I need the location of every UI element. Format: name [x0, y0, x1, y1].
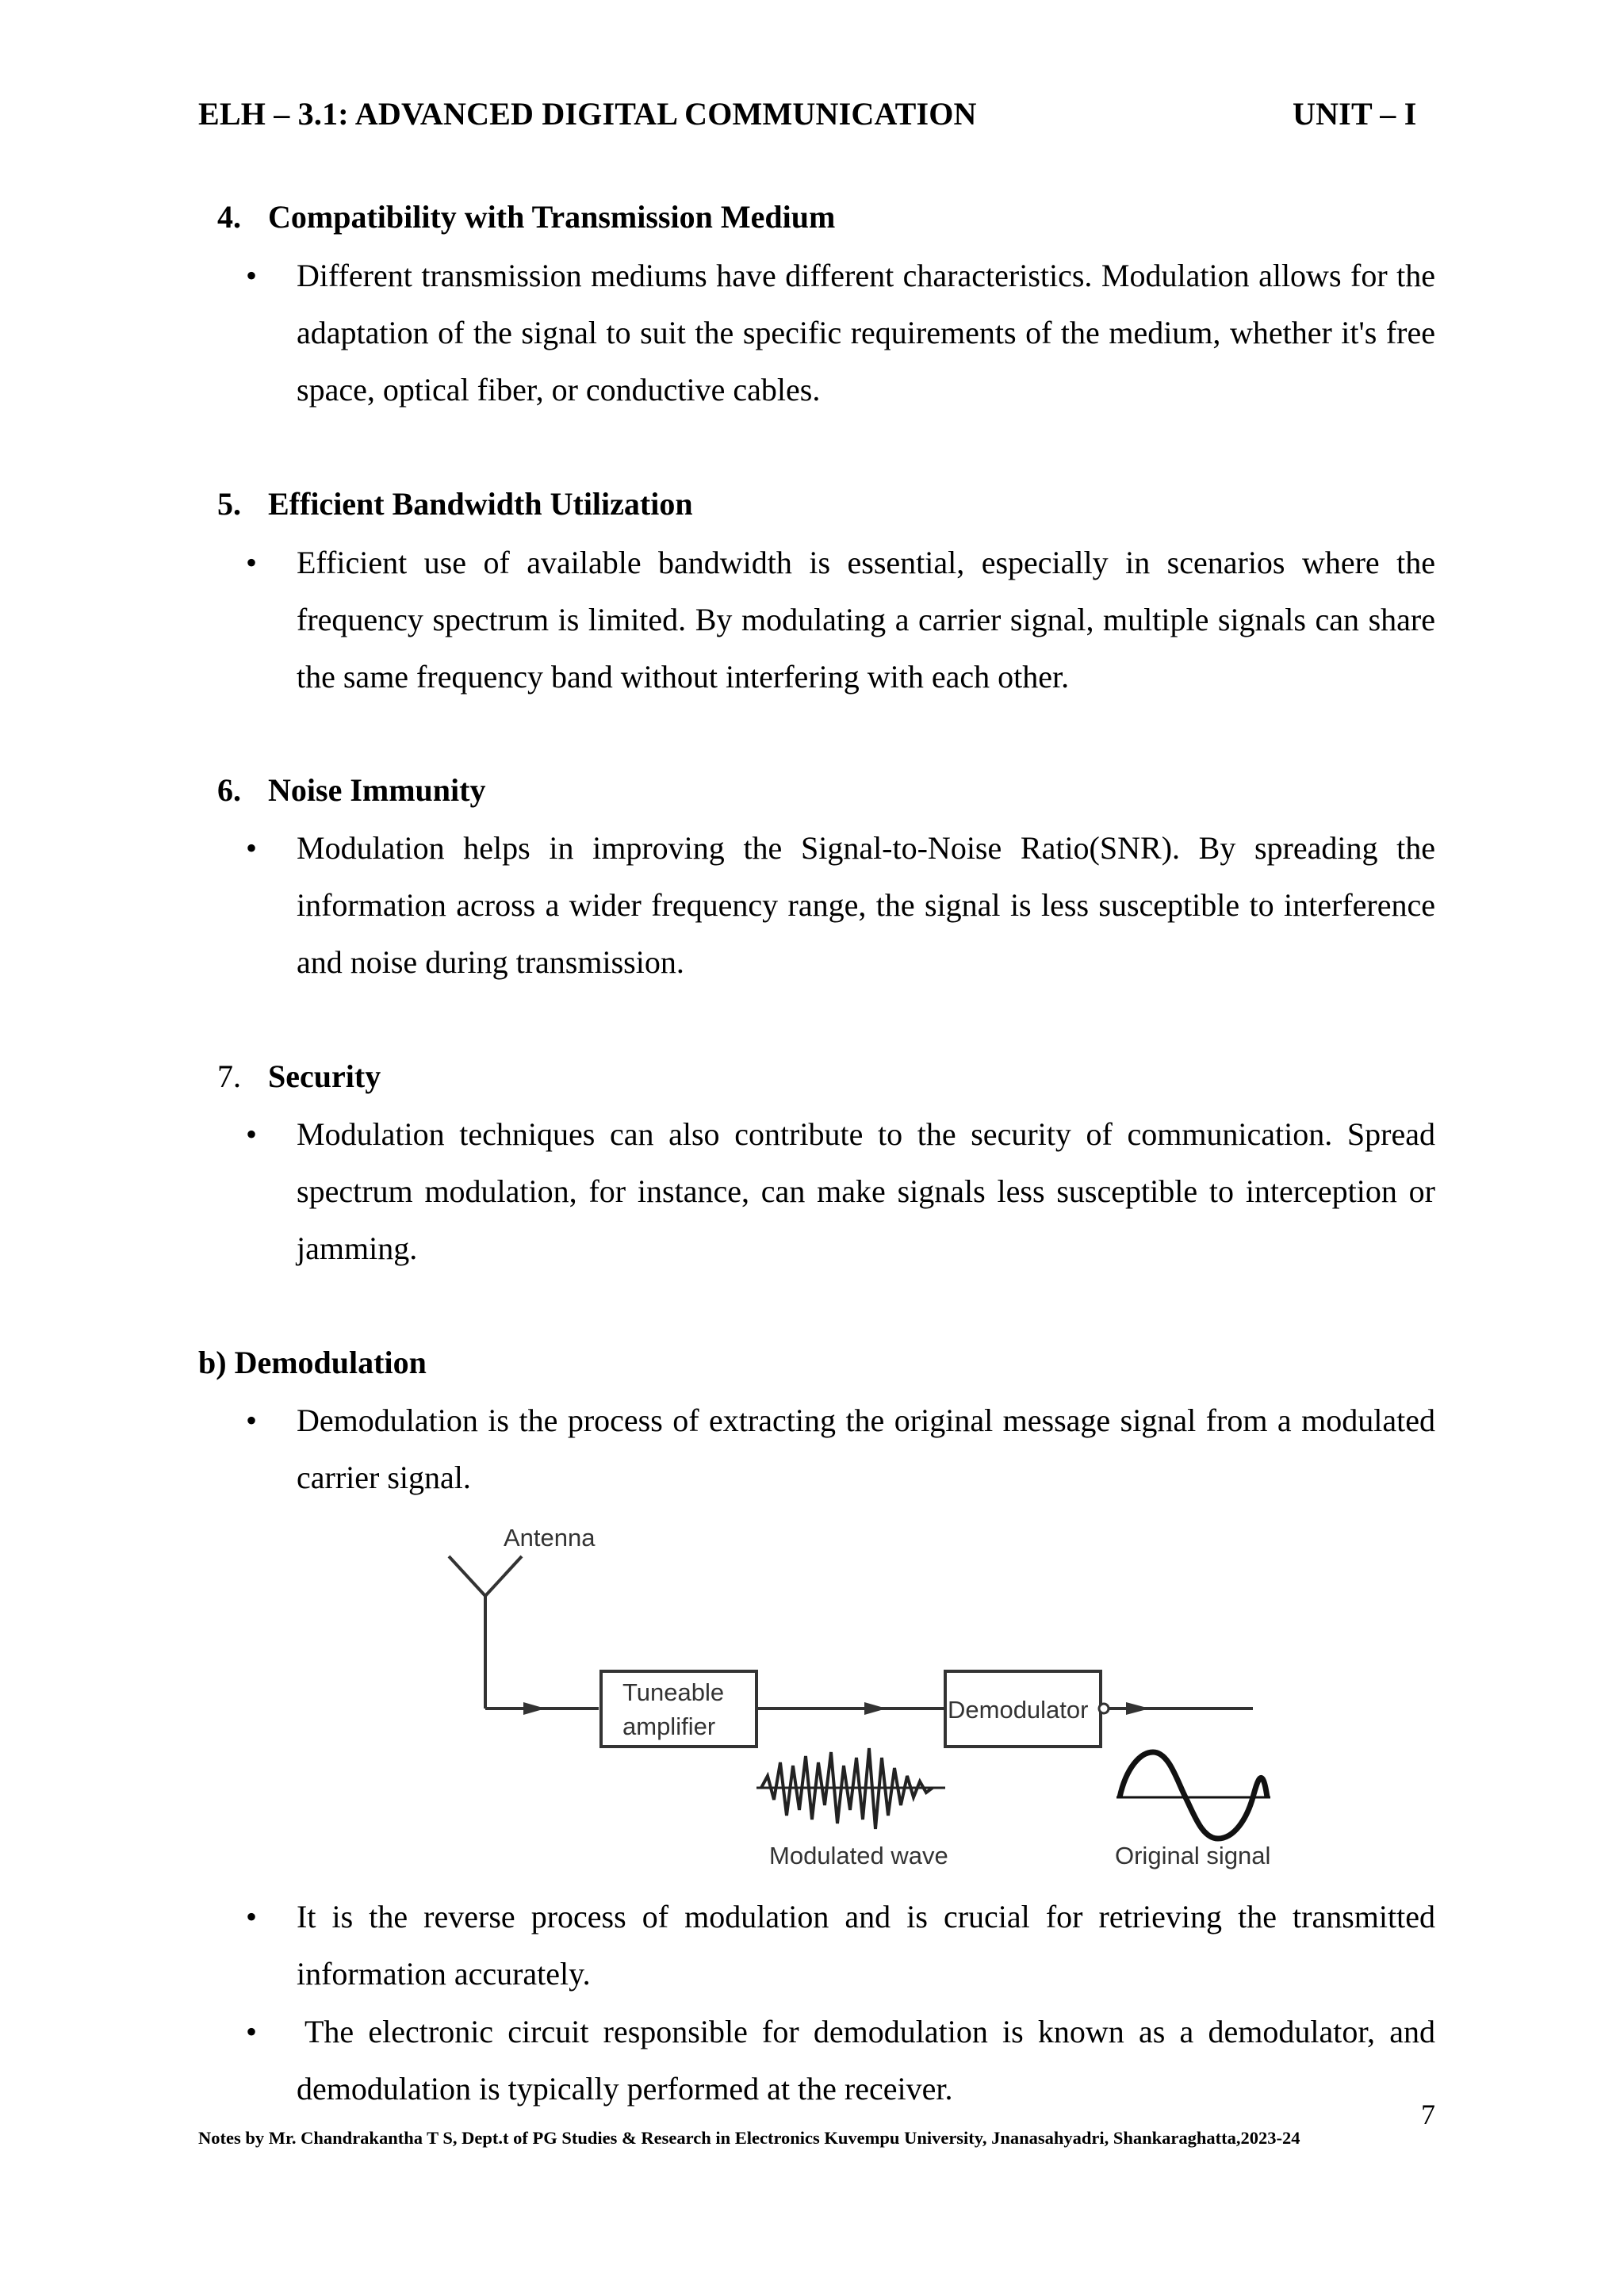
demodulation-heading: b) Demodulation	[198, 1345, 427, 1380]
bullet-text: Demodulation is the process of extracting the original message signal from a modulated carrier signal.	[297, 1402, 1435, 1495]
arrow-icon	[864, 1702, 887, 1715]
bullet-symbol: •	[246, 258, 258, 293]
bullet-text: Modulation helps in improving the Signal-to-Noise Ratio(SNR). By spreading the information across a wider frequency range, the signal is less susceptible to interference and noise during transmission.	[297, 830, 1435, 980]
section-heading	[217, 198, 835, 235]
bullet-text: Modulation techniques can also contribute to the security of communication. Spread spectrum modulation, for instance, can make signals less susceptible to interception or jamming.	[297, 1116, 1435, 1266]
section-heading	[217, 485, 693, 522]
section-heading	[217, 771, 485, 809]
section-number: 6.	[217, 772, 241, 808]
section-heading	[217, 1058, 381, 1095]
section-title: Noise Immunity	[268, 772, 486, 808]
arrow-icon	[1126, 1702, 1150, 1715]
section-number: 7.	[217, 1058, 241, 1094]
section-number: 4.	[217, 199, 241, 235]
bullet-text: It is the reverse process of modulation and is crucial for retrieving the transmitted information accurately.	[297, 1899, 1435, 1992]
section-title: Security	[268, 1058, 381, 1094]
page-number: 7	[1421, 2099, 1435, 2130]
antenna-label: Antenna	[504, 1524, 596, 1552]
output-node	[1099, 1704, 1109, 1713]
modulated-wave-icon	[756, 1748, 945, 1829]
modulated-wave-label: Modulated wave	[769, 1842, 948, 1869]
amplifier-label-line1: Tuneable	[622, 1678, 725, 1706]
original-signal-icon	[1116, 1752, 1270, 1839]
demodulator-label: Demodulator	[948, 1696, 1089, 1724]
arrow-icon	[523, 1702, 546, 1715]
footer-note: Notes by Mr. Chandrakantha T S, Dept.t of PG Studies & Research in Electronics Kuvempu University, Jnanasahyadri, Shankaraghatta,2023-24	[198, 2128, 1300, 2148]
bullet-symbol: •	[246, 1116, 258, 1152]
antenna-icon	[449, 1556, 599, 1709]
section-title: Compatibility with Transmission Medium	[268, 199, 836, 235]
header-course-title: ELH – 3.1: ADVANCED DIGITAL COMMUNICATION	[198, 96, 977, 132]
bullet-symbol: •	[246, 2014, 258, 2049]
bullet-symbol: •	[246, 1899, 258, 1934]
bullet-text: The electronic circuit responsible for demodulation is known as a demodulator, and demodulation is typically performed at the receiver.	[297, 2014, 1435, 2107]
demodulation-diagram	[428, 1510, 1316, 1875]
section-title: Efficient Bandwidth Utilization	[268, 486, 693, 522]
bullet-text: Different transmission mediums have different characteristics. Modulation allows for the adaptation of the signal to suit the specific requirements of the medium, whether it's free space, optical fiber, or conductive cables.	[297, 258, 1435, 408]
bullet-symbol: •	[246, 545, 258, 580]
header-unit: UNIT – I	[1293, 96, 1417, 132]
bullet-text: Efficient use of available bandwidth is essential, especially in scenarios where the frequency spectrum is limited. By modulating a carrier signal, multiple signals can share the same frequency band without interfering with each other.	[297, 545, 1435, 695]
original-signal-label: Original signal	[1115, 1842, 1271, 1869]
bullet-symbol: •	[246, 1402, 258, 1438]
section-number: 5.	[217, 486, 241, 522]
bullet-symbol: •	[246, 830, 258, 866]
amplifier-label-line2: amplifier	[622, 1712, 716, 1740]
